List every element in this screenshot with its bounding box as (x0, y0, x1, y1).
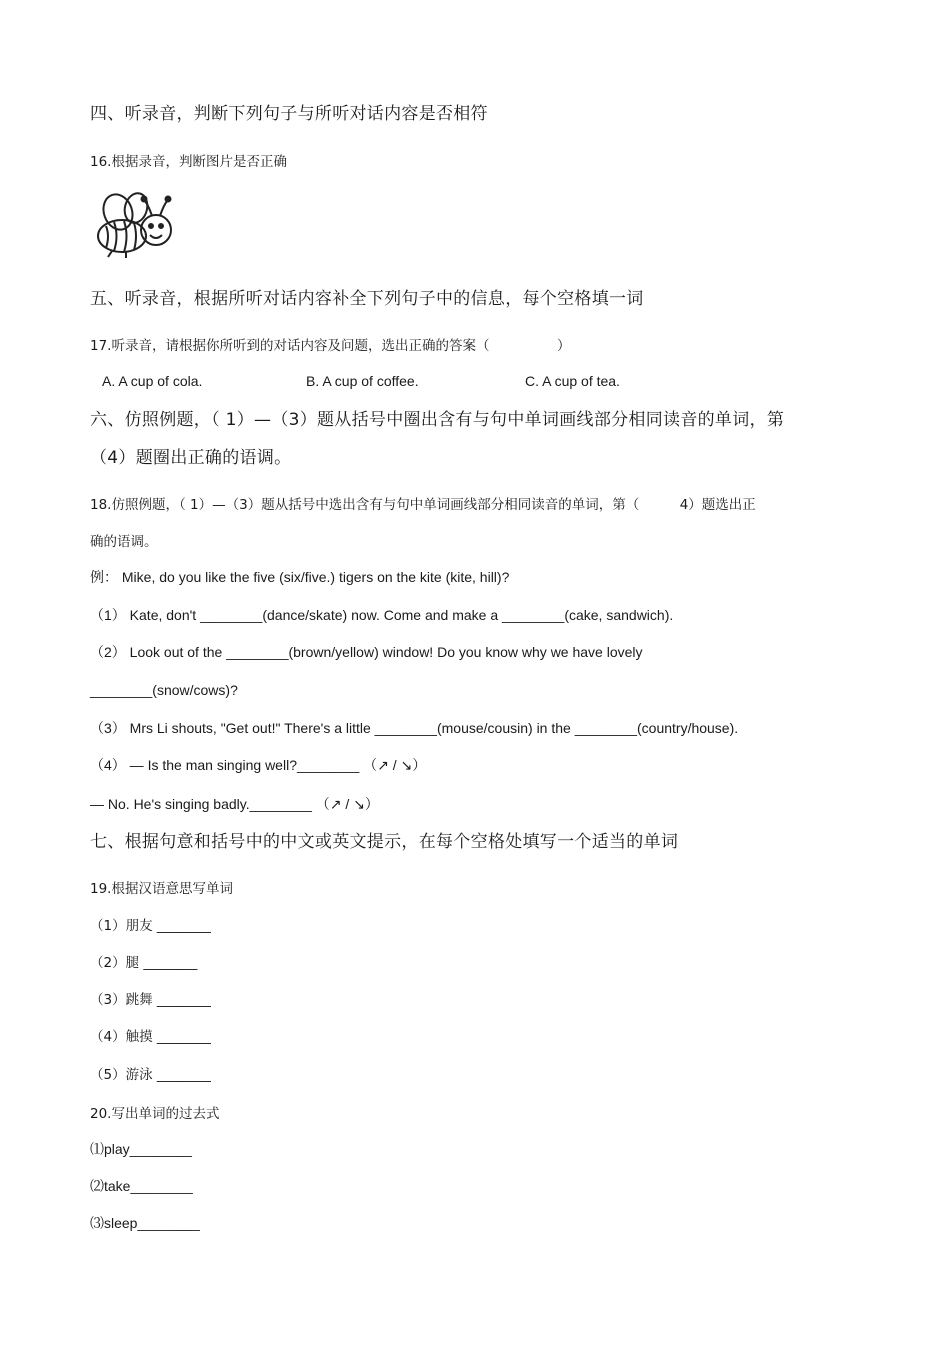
item-4-line1: （4） — Is the man singing well?________ （↗ / ↘） (90, 757, 427, 773)
question-18-line1: 18.仿照例题，（ 1）—（3）题从括号中选出含有与句中单词画线部分相同读音的单词，第（ 4）题选出正 (90, 497, 756, 513)
item-2-line1: （2） Look out of the ________(brown/yellow) window! Do you know why we have lovely (90, 644, 643, 660)
section-7-heading: 七、根据句意和括号中的中文或英文提示，在每个空格处填写一个适当的单词 (90, 832, 679, 852)
section-6-heading-line2: （4）题圈出正确的语调。 (90, 448, 292, 468)
q20-item-2: ⑵take________ (90, 1178, 193, 1194)
q19-item-2: （2）腿 ________ (90, 955, 198, 971)
question-16: 16.根据录音，判断图片是否正确 (90, 154, 287, 170)
question-19: 19.根据汉语意思写单词 (90, 881, 233, 897)
q19-item-4: （4）触摸 ________ (90, 1029, 211, 1045)
section-5-heading: 五、听录音，根据所听对话内容补全下列句子中的信息，每个空格填一词 (90, 289, 644, 309)
example-line: 例： Mike, do you like the five (six/five.) tigers on the kite (kite, hill)? (90, 569, 510, 585)
question-17: 17.听录音，请根据你所听到的对话内容及问题，选出正确的答案（ ） (90, 338, 571, 354)
question-20: 20.写出单词的过去式 (90, 1106, 220, 1122)
bee-illustration (92, 190, 180, 260)
item-2-line2: ________(snow/cows)? (90, 682, 238, 698)
question-18-line2: 确的语调。 (90, 534, 158, 550)
option-b: B. A cup of coffee. (306, 373, 419, 389)
q19-item-5: （5）游泳 ________ (90, 1067, 211, 1083)
section-4-heading: 四、听录音，判断下列句子与所听对话内容是否相符 (90, 104, 488, 124)
q19-item-1: （1）朋友 ________ (90, 918, 211, 934)
q20-item-3: ⑶sleep________ (90, 1215, 200, 1231)
item-1: （1） Kate, don't ________(dance/skate) now. Come and make a ________(cake, sandwich). (90, 607, 674, 623)
section-6-heading-line1: 六、仿照例题，（ 1）—（3）题从括号中圈出含有与句中单词画线部分相同读音的单词，第 (90, 410, 785, 430)
q20-item-1: ⑴play________ (90, 1141, 192, 1157)
q19-item-3: （3）跳舞 ________ (90, 992, 211, 1008)
item-3: （3） Mrs Li shouts, "Get out!" There's a little ________(mouse/cousin) in the ________(country/house). (90, 720, 739, 736)
option-c: C. A cup of tea. (525, 373, 620, 389)
option-a: A. A cup of cola. (102, 373, 203, 389)
item-4-line2: — No. He's singing badly.________ （↗ / ↘） (90, 796, 379, 812)
